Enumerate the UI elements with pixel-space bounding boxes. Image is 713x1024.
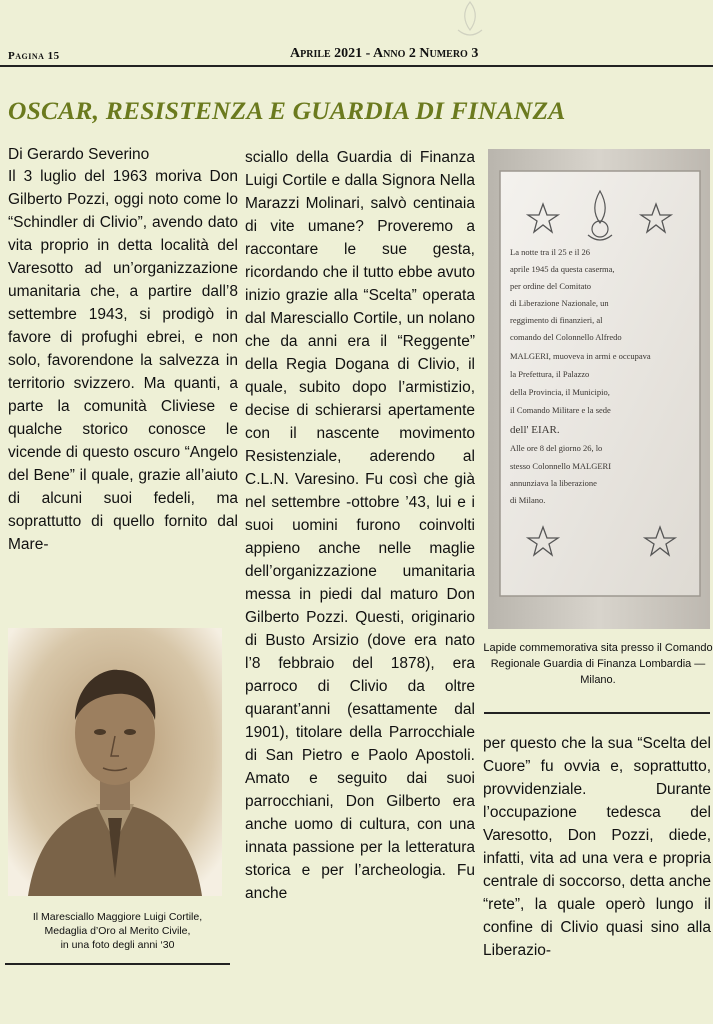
page-number: Pagina 15 [8, 50, 60, 62]
column-3-text: per questo che la sua “Scelta del Cuore” fu ovvia e, soprattutto, provvidenziale. Durante l’occupazione tedesca del Varesotto, Don Pozzi, diede, infatti, vita ad una vera e propria centrale di soccorso, detta anche “rete”, la quale operò lungo il confine di Clivio quasi sino alla Liberazio- [483, 735, 711, 959]
column-1-text: Il 3 luglio del 1963 moriva Don Gilberto Pozzi, oggi noto come lo “Schindler di Clivio”, avendo dato vita proprio in detta località del Varesotto ad un’organizzazione umanitaria che, a partire dall’8 settembre 1943, si prodigò in favore di profughi ebrei, e non solo, favorendone la salvezza in territorio svizzero. Ma quanti, a parte la comunità Cliviese e qualche storico conosce le vicende di questo oscuro “Angelo del Bene” il quale, grazie all’aiuto di alcuni suoi fedeli, ma soprattutto di quello fornito dal Mare- [8, 168, 238, 553]
emblem-watermark-icon [440, 0, 500, 40]
portrait-caption [5, 910, 230, 952]
plaque-rule [484, 712, 710, 714]
page-header [0, 0, 713, 70]
header-rule [0, 65, 713, 67]
portrait-caption-line: Medaglia d’Oro al Merito Civile, [44, 925, 191, 937]
portrait-rule [5, 963, 230, 965]
plaque-line: La notte tra il 25 e il 26 [510, 247, 591, 257]
plaque-caption: Lapide commemorativa sita presso il Comando Regionale Guardia di Finanza Lombardia — Milano. [483, 642, 713, 686]
plaque-line: reggimento di finanzieri, al [510, 315, 603, 325]
column-2-text: sciallo della Guardia di Finanza Luigi Cortile e dalla Signora Nella Marazzi Molinari, salvò centinaia di vite umane? Proveremo a raccontare le sue gesta, ricordando che il tutto ebbe avuto inizio grazie alla “Scelta” operata dal Maresciallo Cortile, un nolano che da anni era il “Reggente” della Regia Dogana di Clivio, il quale, subito dopo l’armistizio, decise di schierarsi apertamente con il nascente movimento Resistenziale, aderendo al C.L.N. Varesino. Fu così che già nel settembre -ottobre ’43, lui e i suoi uomini furono coinvolti appieno anche nelle maglie dell’organizzazione umanitaria messa in piedi dal maturo Don Gilberto Pozzi. Questi, originario di Busto Arsizio (dove era nato l’8 febbraio del 1878), era parroco di Clivio da oltre quarant’anni (esattamente dal 1901), titolare della Parrocchiale di San Pietro e Paolo Apostoli. Amato e seguito dai suoi parrocchiani, Don Gilberto era anche uomo di cultura, con una innata passione per la letteratura storica e per l’archeologia. Fu anche [245, 149, 475, 902]
column-1 [8, 165, 238, 556]
plaque-line: MALGERI, muoveva in armi e occupava [510, 351, 651, 361]
plaque-photo [488, 149, 710, 629]
column-3 [483, 732, 711, 962]
portrait-photo [8, 628, 222, 896]
plaque-line: per ordine del Comitato [510, 281, 591, 291]
issue-info: Aprile 2021 - Anno 2 Numero 3 [290, 46, 479, 61]
plaque-line: annunziava la liberazione [510, 478, 597, 488]
plaque-line: aprile 1945 da questa caserma, [510, 264, 615, 274]
column-2 [245, 146, 475, 905]
plaque-line: stesso Colonnello MALGERI [510, 461, 612, 471]
article-title: OSCAR, RESISTENZA E GUARDIA DI FINANZA [8, 96, 566, 125]
plaque-line: la Prefettura, il Palazzo [510, 369, 590, 379]
plaque-line: dell' EIAR. [510, 424, 560, 436]
plaque-line: di Milano. [510, 495, 546, 505]
portrait-caption-line: Il Maresciallo Maggiore Luigi Cortile, [32, 911, 203, 923]
byline: Di Gerardo Severino [8, 146, 150, 163]
plaque-line: Alle ore 8 del giorno 26, lo [510, 443, 603, 453]
portrait-caption-line: in una foto degli anni ‘30 [60, 939, 175, 951]
plaque-line: di Liberazione Nazionale, un [510, 298, 609, 308]
plaque-line: della Provincia, il Municipio, [510, 387, 610, 397]
plaque-line: il Comando Militare e la sede [510, 405, 611, 415]
plaque-line: comando del Colonnello Alfredo [510, 332, 622, 342]
